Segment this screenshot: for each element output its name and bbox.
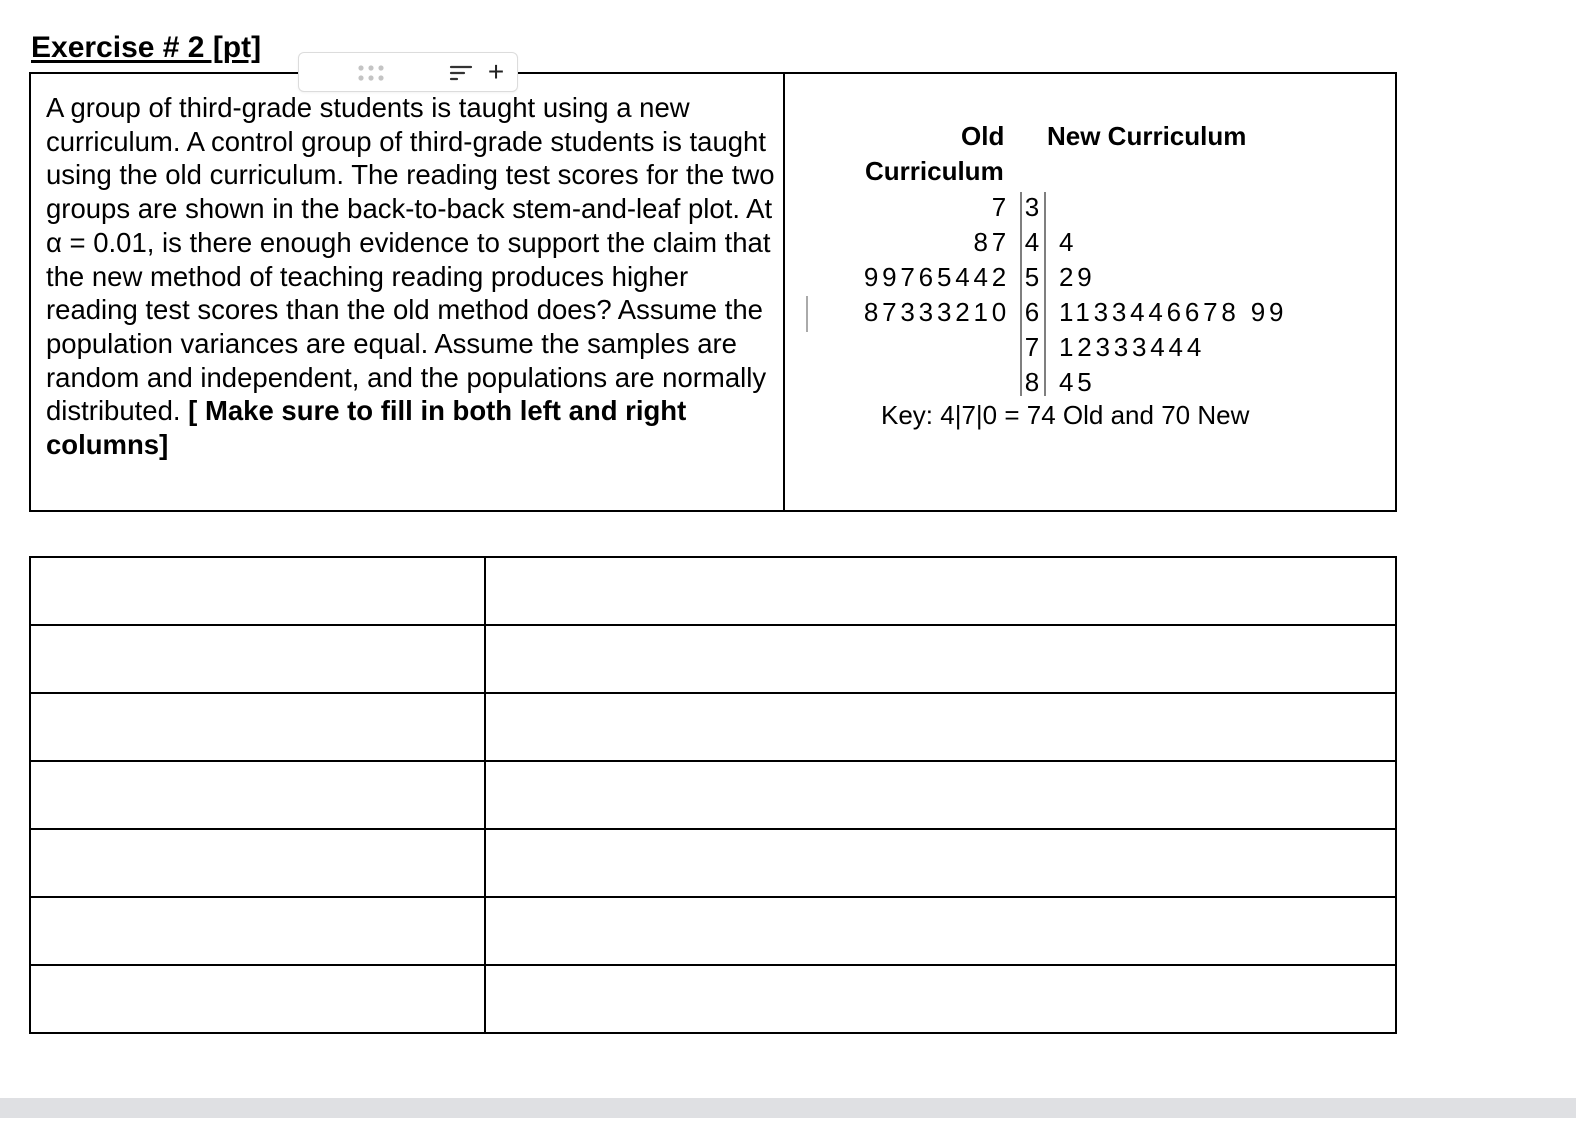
answer-cell-right[interactable] [485, 557, 1396, 625]
table-row [30, 965, 1396, 1033]
answer-cell-left[interactable] [30, 965, 485, 1033]
new-leaves: 29 [1059, 262, 1096, 292]
problem-text-bold: [ Make sure to fill in both left and right columns] [46, 395, 687, 461]
stem: 5 [1024, 262, 1040, 292]
old-leaves: 7 [991, 192, 1010, 222]
problem-table [29, 72, 1397, 512]
problem-text-plain: A group of third-grade students is taught using a new curriculum. A control group of third-grade students is taught using the old curriculum. The reading test scores for the two groups are shown in the back-to-back stem-and-leaf plot. At α = 0.01, is there enough evidence to support the claim that the new method of teaching reading produces higher reading test scores than the old method does? Assume the population variances are equal. Assume the samples are random and independent, and the populations are normally distributed. [46, 92, 775, 427]
answer-cell-left[interactable] [30, 625, 485, 693]
new-leaves: 12333444 [1059, 332, 1206, 362]
stem: 4 [1024, 227, 1040, 257]
answer-cell-left[interactable] [30, 897, 485, 965]
add-icon[interactable]: + [487, 56, 505, 87]
table-toolbar [298, 52, 518, 92]
old-leaves: 87333210 [863, 297, 1010, 327]
new-curriculum-header: New Curriculum [1047, 121, 1247, 151]
table-row [30, 625, 1396, 693]
answer-cell-left[interactable] [30, 693, 485, 761]
problem-statement [46, 91, 776, 462]
table-row [30, 897, 1396, 965]
plot-row-8 [785, 365, 1397, 399]
plot-row-6 [785, 295, 1397, 329]
old-leaves: 87 [973, 227, 1010, 257]
table-row [30, 557, 1396, 625]
new-leaves: 4 [1059, 227, 1078, 257]
answer-cell-left[interactable] [30, 761, 485, 829]
stem: 6 [1024, 297, 1040, 327]
answer-cell-right[interactable] [485, 897, 1396, 965]
sort-lines-icon[interactable] [449, 64, 473, 82]
new-leaves: 1133446678 99 [1059, 297, 1288, 327]
old-curriculum-header-line1: Old [961, 121, 1005, 151]
answer-cell-right[interactable] [485, 625, 1396, 693]
answer-cell-right[interactable] [485, 761, 1396, 829]
old-curriculum-header-line2: Curriculum [865, 156, 1004, 186]
drag-handle-icon[interactable] [357, 64, 385, 82]
plot-row-4 [785, 225, 1397, 259]
plot-row-5 [785, 260, 1397, 294]
exercise-title: Exercise # 2 [pt] [31, 31, 262, 64]
new-leaves: 45 [1059, 367, 1096, 397]
answer-cell-right[interactable] [485, 693, 1396, 761]
table-row [30, 761, 1396, 829]
answer-cell-right[interactable] [485, 965, 1396, 1033]
answer-cell-left[interactable] [30, 557, 485, 625]
stem-leaf-plot [785, 74, 1397, 510]
stem: 7 [1024, 332, 1040, 362]
stem: 8 [1024, 367, 1040, 397]
horizontal-scrollbar[interactable] [0, 1098, 1576, 1118]
stem: 3 [1024, 192, 1040, 222]
answer-table [29, 556, 1397, 1034]
plot-row-3 [785, 190, 1397, 224]
table-row [30, 829, 1396, 897]
table-row [30, 693, 1396, 761]
old-leaves: 99765442 [863, 262, 1010, 292]
plot-row-7 [785, 330, 1397, 364]
answer-cell-left[interactable] [30, 829, 485, 897]
answer-cell-right[interactable] [485, 829, 1396, 897]
plot-key: Key: 4|7|0 = 74 Old and 70 New [881, 400, 1250, 430]
